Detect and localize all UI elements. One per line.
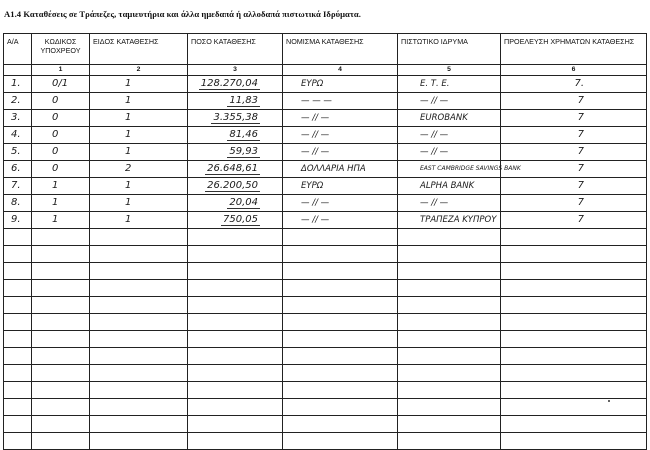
row-number-cell xyxy=(4,93,32,110)
header-deposit-amount: ΠΟΣΟ ΚΑΤΑΘΕΣΗΣ xyxy=(188,34,283,65)
obligor-code-cell xyxy=(32,212,90,229)
funds-origin-cell xyxy=(501,229,647,246)
row-number-cell xyxy=(4,246,32,263)
credit-institution-cell xyxy=(398,297,501,314)
table-row xyxy=(4,144,647,161)
table-row xyxy=(4,127,647,144)
funds-origin-cell xyxy=(501,365,647,382)
credit-institution-cell xyxy=(398,433,501,450)
obligor-code: 0 xyxy=(52,95,59,106)
deposit-amount: 26.648,61 xyxy=(207,163,258,174)
obligor-code: 0 xyxy=(52,129,59,140)
deposit-currency-cell xyxy=(283,297,398,314)
deposit-amount-cell xyxy=(188,416,283,433)
deposit-type-cell xyxy=(90,382,188,399)
credit-institution-cell xyxy=(398,178,501,195)
deposit-currency-cell xyxy=(283,263,398,280)
row-number-cell xyxy=(4,263,32,280)
funds-origin-cell xyxy=(501,246,647,263)
deposit-currency: — // — xyxy=(301,113,330,123)
deposit-amount-cell xyxy=(188,93,283,110)
row-number: 2. xyxy=(11,95,21,106)
funds-origin: 7 xyxy=(577,180,584,191)
credit-institution: — // — xyxy=(420,198,449,208)
row-number: 6. xyxy=(11,163,21,174)
deposit-type: 1 xyxy=(125,112,132,123)
deposit-amount-cell xyxy=(188,433,283,450)
credit-institution: — // — xyxy=(420,96,449,106)
obligor-code-cell xyxy=(32,178,90,195)
row-number: 7. xyxy=(11,180,21,191)
header-deposit-currency: ΝΟΜΙΣΜΑ ΚΑΤΑΘΕΣΗΣ xyxy=(283,34,398,65)
credit-institution-cell xyxy=(398,280,501,297)
funds-origin: 7 xyxy=(577,163,584,174)
empty-table-row xyxy=(4,263,647,280)
deposit-type-cell xyxy=(90,229,188,246)
credit-institution: EUROBANK xyxy=(420,113,468,123)
deposit-type: 1 xyxy=(125,95,132,106)
obligor-code-cell xyxy=(32,433,90,450)
deposit-amount-cell xyxy=(188,76,283,93)
obligor-code-cell xyxy=(32,331,90,348)
deposit-type-cell xyxy=(90,161,188,178)
funds-origin: 7 xyxy=(577,95,584,106)
credit-institution-cell xyxy=(398,399,501,416)
funds-origin-cell xyxy=(501,110,647,127)
funds-origin: 7 xyxy=(577,112,584,123)
deposit-type-cell xyxy=(90,399,188,416)
empty-table-row xyxy=(4,229,647,246)
credit-institution-cell xyxy=(398,314,501,331)
deposit-type: 1 xyxy=(125,197,132,208)
obligor-code: 0 xyxy=(52,112,59,123)
funds-origin-cell xyxy=(501,127,647,144)
deposit-type-cell xyxy=(90,280,188,297)
obligor-code-cell xyxy=(32,93,90,110)
funds-origin-cell xyxy=(501,144,647,161)
funds-origin-cell xyxy=(501,416,647,433)
deposit-currency: — // — xyxy=(301,198,330,208)
credit-institution-cell xyxy=(398,263,501,280)
deposit-type-cell xyxy=(90,212,188,229)
deposit-type-cell xyxy=(90,195,188,212)
deposit-currency: — // — xyxy=(301,147,330,157)
deposit-currency: ΕΥΡΩ xyxy=(301,181,324,191)
funds-origin-cell xyxy=(501,161,647,178)
deposit-currency-cell xyxy=(283,399,398,416)
funds-origin-cell xyxy=(501,93,647,110)
funds-origin-cell xyxy=(501,331,647,348)
deposit-currency-cell xyxy=(283,178,398,195)
deposit-currency: — — — xyxy=(301,96,332,106)
deposit-type-cell xyxy=(90,331,188,348)
deposit-currency-cell xyxy=(283,93,398,110)
scan-speck xyxy=(608,400,610,402)
deposit-amount: 20,04 xyxy=(229,197,258,208)
deposit-currency-cell xyxy=(283,127,398,144)
credit-institution: Ε. Τ. Ε. xyxy=(420,79,450,89)
deposit-currency-cell xyxy=(283,195,398,212)
funds-origin-cell xyxy=(501,195,647,212)
deposit-amount-cell xyxy=(188,195,283,212)
deposit-amount-cell xyxy=(188,297,283,314)
deposit-amount-cell xyxy=(188,229,283,246)
obligor-code-cell xyxy=(32,399,90,416)
deposit-type-cell xyxy=(90,93,188,110)
row-number-cell xyxy=(4,433,32,450)
deposits-table xyxy=(3,33,647,450)
row-number-cell xyxy=(4,127,32,144)
deposit-type: 1 xyxy=(125,214,132,225)
deposit-amount: 3.355,38 xyxy=(213,112,258,123)
obligor-code-cell xyxy=(32,314,90,331)
deposit-type: 1 xyxy=(125,78,132,89)
obligor-code-cell xyxy=(32,144,90,161)
credit-institution-cell xyxy=(398,195,501,212)
obligor-code: 1 xyxy=(52,197,59,208)
obligor-code-cell xyxy=(32,348,90,365)
deposit-currency-cell xyxy=(283,416,398,433)
deposit-amount: 81,46 xyxy=(229,129,258,140)
empty-table-row xyxy=(4,399,647,416)
funds-origin-cell xyxy=(501,433,647,450)
deposit-currency-cell xyxy=(283,76,398,93)
deposit-type-cell xyxy=(90,416,188,433)
deposit-amount-cell xyxy=(188,399,283,416)
obligor-code-cell xyxy=(32,195,90,212)
empty-table-row xyxy=(4,365,647,382)
credit-institution-cell xyxy=(398,348,501,365)
obligor-code-cell xyxy=(32,263,90,280)
table-row xyxy=(4,161,647,178)
funds-origin-cell xyxy=(501,297,647,314)
header-deposit-type: ΕΙΔΟΣ ΚΑΤΑΘΕΣΗΣ xyxy=(90,34,188,65)
row-number-cell xyxy=(4,229,32,246)
row-number-cell xyxy=(4,144,32,161)
credit-institution-cell xyxy=(398,161,521,178)
credit-institution-cell xyxy=(398,110,501,127)
funds-origin-cell xyxy=(501,178,647,195)
deposit-currency-cell xyxy=(283,382,398,399)
header-funds-origin: ΠΡΟΕΛΕΥΣΗ ΧΡΗΜΑΤΩΝ ΚΑΤΑΘΕΣΗΣ xyxy=(501,34,647,65)
funds-origin-cell xyxy=(501,348,647,365)
obligor-code-cell xyxy=(32,280,90,297)
funds-origin: 7 xyxy=(577,197,584,208)
deposit-currency-cell xyxy=(283,331,398,348)
credit-institution-cell xyxy=(398,382,501,399)
obligor-code: 1 xyxy=(52,180,59,191)
credit-institution: ALPHA BANK xyxy=(420,181,475,191)
obligor-code-cell xyxy=(32,416,90,433)
obligor-code-cell xyxy=(32,110,90,127)
deposit-amount: 128.270,04 xyxy=(200,78,258,89)
row-number: 5. xyxy=(11,146,21,157)
deposit-amount-cell xyxy=(188,246,283,263)
deposit-currency-cell xyxy=(283,144,398,161)
column-number: 5 xyxy=(398,65,501,76)
row-number-cell xyxy=(4,280,32,297)
empty-table-row xyxy=(4,382,647,399)
deposit-amount-cell xyxy=(188,348,283,365)
empty-table-row xyxy=(4,348,647,365)
section-title: A1.4 Καταθέσεις σε Τράπεζες, ταμιευτήρια και άλλα ημεδαπά ή αλλοδαπά πιστωτικά Ιδρύματα. xyxy=(4,9,361,19)
deposit-type-cell xyxy=(90,314,188,331)
table-row xyxy=(4,76,647,93)
deposit-amount: 750,05 xyxy=(223,214,258,225)
row-number-cell xyxy=(4,416,32,433)
column-number: 6 xyxy=(501,65,647,76)
credit-institution-cell xyxy=(398,93,501,110)
header-credit-institution: ΠΙΣΤΩΤΙΚΟ ΙΔΡΥΜΑ xyxy=(398,34,501,65)
deposit-amount-cell xyxy=(188,280,283,297)
deposit-amount-cell xyxy=(188,263,283,280)
funds-origin-cell xyxy=(501,76,647,93)
obligor-code-cell xyxy=(32,365,90,382)
deposit-type: 1 xyxy=(125,146,132,157)
deposit-type-cell xyxy=(90,297,188,314)
deposit-type-cell xyxy=(90,348,188,365)
empty-table-row xyxy=(4,314,647,331)
deposit-amount: 26.200,50 xyxy=(207,180,258,191)
funds-origin-cell xyxy=(501,212,647,229)
obligor-code: 1 xyxy=(52,214,59,225)
header-aa: Α/Α xyxy=(4,34,32,65)
deposit-type-cell xyxy=(90,110,188,127)
deposit-currency-cell xyxy=(283,314,398,331)
row-number-cell xyxy=(4,161,32,178)
row-number-cell xyxy=(4,382,32,399)
deposit-currency-cell xyxy=(283,229,398,246)
header-obligor-code: ΚΩΔΙΚΟΣ ΥΠΟΧΡΕΟΥ xyxy=(32,34,90,65)
deposit-currency-cell xyxy=(283,212,398,229)
row-number: 4. xyxy=(11,129,21,140)
deposit-amount-cell xyxy=(188,178,283,195)
credit-institution-cell xyxy=(398,365,501,382)
column-number: 2 xyxy=(90,65,188,76)
column-number xyxy=(4,65,32,76)
row-number-cell xyxy=(4,178,32,195)
obligor-code-cell xyxy=(32,229,90,246)
row-number: 1. xyxy=(11,78,21,89)
credit-institution: EAST CAMBRIDGE SAVINGS BANK xyxy=(420,165,521,172)
deposit-currency: ΕΥΡΩ xyxy=(301,79,324,89)
row-number-cell xyxy=(4,365,32,382)
credit-institution: ΤΡΑΠΕΖΑ ΚΥΠΡΟΥ xyxy=(420,215,497,225)
funds-origin: 7. xyxy=(574,78,584,89)
deposit-type-cell xyxy=(90,144,188,161)
empty-table-row xyxy=(4,297,647,314)
deposit-currency-cell xyxy=(283,280,398,297)
column-number: 3 xyxy=(188,65,283,76)
deposit-type-cell xyxy=(90,127,188,144)
funds-origin-cell xyxy=(501,280,647,297)
row-number: 8. xyxy=(11,197,21,208)
credit-institution-cell xyxy=(398,246,501,263)
obligor-code-cell xyxy=(32,382,90,399)
obligor-code-cell xyxy=(32,76,90,93)
table-row xyxy=(4,93,647,110)
obligor-code: 0 xyxy=(52,163,59,174)
deposit-currency-cell xyxy=(283,433,398,450)
credit-institution-cell xyxy=(398,76,501,93)
row-number-cell xyxy=(4,399,32,416)
row-number-cell xyxy=(4,331,32,348)
column-number: 1 xyxy=(32,65,90,76)
row-number: 9. xyxy=(11,214,21,225)
credit-institution-cell xyxy=(398,416,501,433)
table-row xyxy=(4,110,647,127)
deposit-amount-cell xyxy=(188,110,283,127)
header-row xyxy=(4,34,647,65)
empty-table-row xyxy=(4,331,647,348)
deposit-currency: — // — xyxy=(301,215,330,225)
deposit-amount-cell xyxy=(188,382,283,399)
funds-origin-cell xyxy=(501,263,647,280)
credit-institution-cell xyxy=(398,144,501,161)
deposit-amount-cell xyxy=(188,127,283,144)
table-row xyxy=(4,195,647,212)
row-number-cell xyxy=(4,76,32,93)
deposit-amount: 59,93 xyxy=(229,146,258,157)
deposit-amount-cell xyxy=(188,331,283,348)
table-row xyxy=(4,212,647,229)
obligor-code-cell xyxy=(32,297,90,314)
deposit-currency: ΔΟΛΛΑΡΙΑ ΗΠΑ xyxy=(301,164,366,174)
credit-institution-cell xyxy=(398,331,501,348)
deposit-currency-cell xyxy=(283,110,398,127)
row-number-cell xyxy=(4,110,32,127)
obligor-code-cell xyxy=(32,246,90,263)
row-number-cell xyxy=(4,212,32,229)
column-number: 4 xyxy=(283,65,398,76)
obligor-code: 0/1 xyxy=(52,78,69,89)
table-row xyxy=(4,178,647,195)
deposit-amount: 11,83 xyxy=(229,95,258,106)
credit-institution: — // — xyxy=(420,147,449,157)
row-number-cell xyxy=(4,195,32,212)
deposit-currency: — // — xyxy=(301,130,330,140)
funds-origin-cell xyxy=(501,399,647,416)
funds-origin-cell xyxy=(501,314,647,331)
deposit-type-cell xyxy=(90,246,188,263)
deposit-type-cell xyxy=(90,76,188,93)
empty-table-row xyxy=(4,416,647,433)
obligor-code-cell xyxy=(32,161,90,178)
funds-origin-cell xyxy=(501,382,647,399)
deposit-amount-cell xyxy=(188,161,283,178)
credit-institution: — // — xyxy=(420,130,449,140)
empty-table-row xyxy=(4,246,647,263)
row-number: 3. xyxy=(11,112,21,123)
deposit-currency-cell xyxy=(283,365,398,382)
deposit-amount-cell xyxy=(188,212,283,229)
deposit-type-cell xyxy=(90,263,188,280)
deposit-currency-cell xyxy=(283,161,398,178)
deposit-type-cell xyxy=(90,433,188,450)
row-number-cell xyxy=(4,348,32,365)
empty-table-row xyxy=(4,433,647,450)
column-number-row xyxy=(4,65,647,76)
row-number-cell xyxy=(4,297,32,314)
credit-institution-cell xyxy=(398,212,501,229)
deposit-type: 2 xyxy=(125,163,132,174)
deposit-amount-cell xyxy=(188,365,283,382)
funds-origin: 7 xyxy=(577,214,584,225)
deposit-type: 1 xyxy=(125,180,132,191)
empty-table-row xyxy=(4,280,647,297)
funds-origin: 7 xyxy=(577,129,584,140)
row-number-cell xyxy=(4,314,32,331)
deposit-currency-cell xyxy=(283,348,398,365)
credit-institution-cell xyxy=(398,229,501,246)
credit-institution-cell xyxy=(398,127,501,144)
deposit-type-cell xyxy=(90,365,188,382)
deposit-currency-cell xyxy=(283,246,398,263)
deposit-amount-cell xyxy=(188,314,283,331)
obligor-code: 0 xyxy=(52,146,59,157)
deposit-type-cell xyxy=(90,178,188,195)
deposit-type: 1 xyxy=(125,129,132,140)
funds-origin: 7 xyxy=(577,146,584,157)
deposit-amount-cell xyxy=(188,144,283,161)
obligor-code-cell xyxy=(32,127,90,144)
